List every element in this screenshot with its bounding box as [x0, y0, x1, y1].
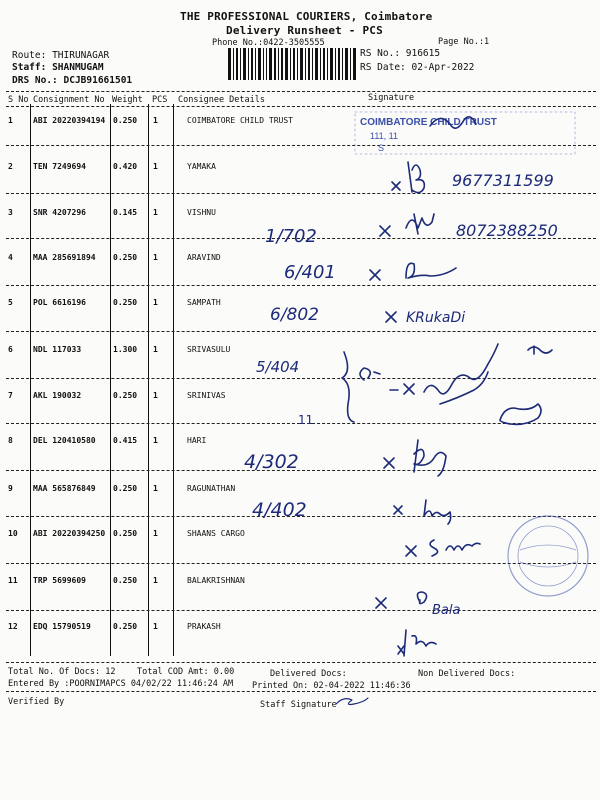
col-consignee: Consignee Details: [178, 95, 265, 105]
row-pcs: 1: [153, 298, 158, 307]
row-divider: [6, 470, 596, 471]
row-weight: 0.250: [113, 391, 138, 400]
staff-value: SHANMUGAM: [52, 62, 104, 73]
rs-date: RS Date: 02-Apr-2022: [360, 62, 475, 73]
row-weight: 0.250: [113, 116, 138, 125]
col-weight: Weight: [112, 95, 143, 105]
non-delivered-docs: Non Delivered Docs:: [418, 669, 516, 679]
row-consignment-no: DEL 120410580: [33, 436, 96, 445]
row-weight: 0.250: [113, 298, 138, 307]
row-divider: [6, 193, 596, 194]
row-weight: 0.250: [113, 484, 138, 493]
row-weight: 0.250: [113, 622, 138, 631]
handwritten-flat-number: 4/302: [244, 451, 299, 473]
row-consignment-no: MAA 565876849: [33, 484, 96, 493]
rs-number: RS No.: 916615: [360, 48, 441, 59]
handwritten-name: KRukaDi: [406, 310, 466, 326]
staff-row: [12, 62, 104, 73]
row-consignee: SRINIVAS: [187, 391, 226, 400]
row-consignee: ARAVIND: [187, 253, 221, 262]
row-sno: 9: [8, 484, 13, 493]
row-consignment-no: TEN 7249694: [33, 162, 86, 171]
col-consignment: Consignment No: [33, 95, 105, 105]
col-sno: S No: [8, 95, 29, 105]
header-divider: [6, 91, 596, 92]
col-divider: [30, 104, 31, 656]
row-sno: 8: [8, 436, 13, 445]
col-divider: [173, 104, 174, 656]
row-weight: 1.300: [113, 345, 138, 354]
row-pcs: 1: [153, 253, 158, 262]
total-cod: Total COD Amt: 0.00: [137, 667, 235, 677]
row-divider: [6, 423, 596, 424]
verified-by: Verified By: [8, 697, 65, 707]
staff-signature-label: Staff Signature: [260, 700, 337, 710]
round-stamp: [508, 516, 588, 596]
drs-row: [12, 75, 132, 86]
row-consignee: PRAKASH: [187, 622, 221, 631]
row-pcs: 1: [153, 576, 158, 585]
row-consignee: YAMAKA: [187, 162, 216, 171]
route-row: [12, 50, 109, 61]
org-stamp-text: COIMBATORE CHILD TRUST: [360, 117, 497, 128]
row-pcs: 1: [153, 345, 158, 354]
row-divider: [6, 516, 596, 517]
signature-scribble: [430, 117, 476, 128]
row-consignment-no: ABI 20220394194: [33, 116, 106, 125]
drs-value: DCJB91661501: [63, 75, 133, 86]
handwritten-phone: 8072388250: [456, 221, 558, 240]
row-pcs: 1: [153, 391, 158, 400]
document-title: Delivery Runsheet - PCS: [226, 24, 383, 37]
row-pcs: 1: [153, 436, 158, 445]
handwritten-phone: 9677311599: [452, 171, 554, 190]
phone-number: Phone No.:0422-3505555: [212, 38, 325, 48]
staff-label: Staff:: [12, 62, 47, 73]
page-number: Page No.:1: [438, 37, 490, 47]
row-divider: [6, 145, 596, 146]
row-weight: 0.420: [113, 162, 138, 171]
org-stamp-address: S: [378, 143, 385, 153]
row-sno: 10: [8, 529, 18, 538]
row-pcs: 1: [153, 162, 158, 171]
row-weight: 0.145: [113, 208, 138, 217]
handwritten-name: Bala: [432, 603, 461, 618]
row-pcs: 1: [153, 529, 158, 538]
row-weight: 0.250: [113, 576, 138, 585]
row-divider: [6, 238, 596, 239]
org-stamp: [355, 112, 575, 154]
barcode: [228, 48, 356, 80]
row-sno: 7: [8, 391, 13, 400]
row-consignee: COIMBATORE CHILD TRUST: [187, 116, 293, 125]
row-pcs: 1: [153, 116, 158, 125]
row-consignment-no: SNR 4207296: [33, 208, 86, 217]
handwritten-flat-number: 1/702: [265, 226, 317, 247]
row-weight: 0.415: [113, 436, 138, 445]
row-sno: 1: [8, 116, 13, 125]
handwritten-flat-number: 5/404: [256, 358, 300, 376]
printed-on: Printed On: 02-04-2022 11:46:36: [252, 681, 411, 691]
drs-label: DRS No.:: [12, 75, 58, 86]
handwritten-name: Sami: [446, 552, 449, 553]
row-divider: [6, 331, 596, 332]
row-consignment-no: TRP 5699609: [33, 576, 86, 585]
row-consignee: HARI: [187, 436, 207, 445]
row-consignee: SHAANS CARGO: [187, 529, 245, 538]
row-pcs: 1: [153, 208, 158, 217]
row2-signature: [392, 162, 554, 193]
row-sno: 12: [8, 622, 18, 631]
row-consignment-no: AKL 190032: [33, 391, 82, 400]
row-sno: 11: [8, 576, 18, 585]
col-pcs: PCS: [152, 95, 168, 105]
row-sno: 3: [8, 208, 13, 217]
row-weight: 0.250: [113, 253, 138, 262]
org-stamp-address: 111, 11: [370, 131, 399, 141]
table-bottom-divider: [6, 662, 596, 663]
row-sno: 2: [8, 162, 13, 171]
route-label: Route:: [12, 50, 47, 61]
row-consignee: BALAKRISHNAN: [187, 576, 245, 585]
row-divider: [6, 285, 596, 286]
handwritten-flat-number: 4/402: [252, 499, 307, 521]
row-pcs: 1: [153, 622, 158, 631]
footer-divider: [6, 691, 596, 692]
company-name: THE PROFESSIONAL COURIERS, Coimbatore: [180, 10, 433, 23]
row-consignment-no: POL 6616196: [33, 298, 86, 307]
handwritten-flat-number: 6/401: [284, 262, 336, 283]
row-weight: 0.250: [113, 529, 138, 538]
col-divider: [110, 104, 111, 656]
row-divider: [6, 378, 596, 379]
row-consignment-no: NDL 117033: [33, 345, 82, 354]
col-signature: Signature: [368, 93, 415, 103]
entered-by: Entered By :POORNIMAPCS 04/02/22 11:46:24 AM: [8, 679, 234, 689]
handwritten-flat-number: 6/802: [270, 305, 319, 325]
handwritten-mark: 11: [298, 413, 314, 427]
row-sno: 4: [8, 253, 13, 262]
row-sno: 5: [8, 298, 13, 307]
row-consignee: VISHNU: [187, 208, 216, 217]
row-pcs: 1: [153, 484, 158, 493]
bracket-mark: [342, 352, 354, 422]
total-docs: Total No. Of Docs: 12: [8, 667, 116, 677]
row-divider: [6, 563, 596, 564]
row-sno: 6: [8, 345, 13, 354]
row-consignment-no: MAA 285691894: [33, 253, 96, 262]
row-consignee: SAMPATH: [187, 298, 221, 307]
delivered-docs: Delivered Docs:: [270, 669, 347, 679]
row-consignment-no: EDQ 15790519: [33, 622, 91, 631]
row-consignee: RAGUNATHAN: [187, 484, 236, 493]
row-consignment-no: ABI 20220394250: [33, 529, 106, 538]
row-consignee: SRIVASULU: [187, 345, 231, 354]
column-header-divider: [6, 106, 596, 107]
col-divider: [148, 104, 149, 656]
row-divider: [6, 610, 596, 611]
route-value: THIRUNAGAR: [52, 50, 110, 61]
